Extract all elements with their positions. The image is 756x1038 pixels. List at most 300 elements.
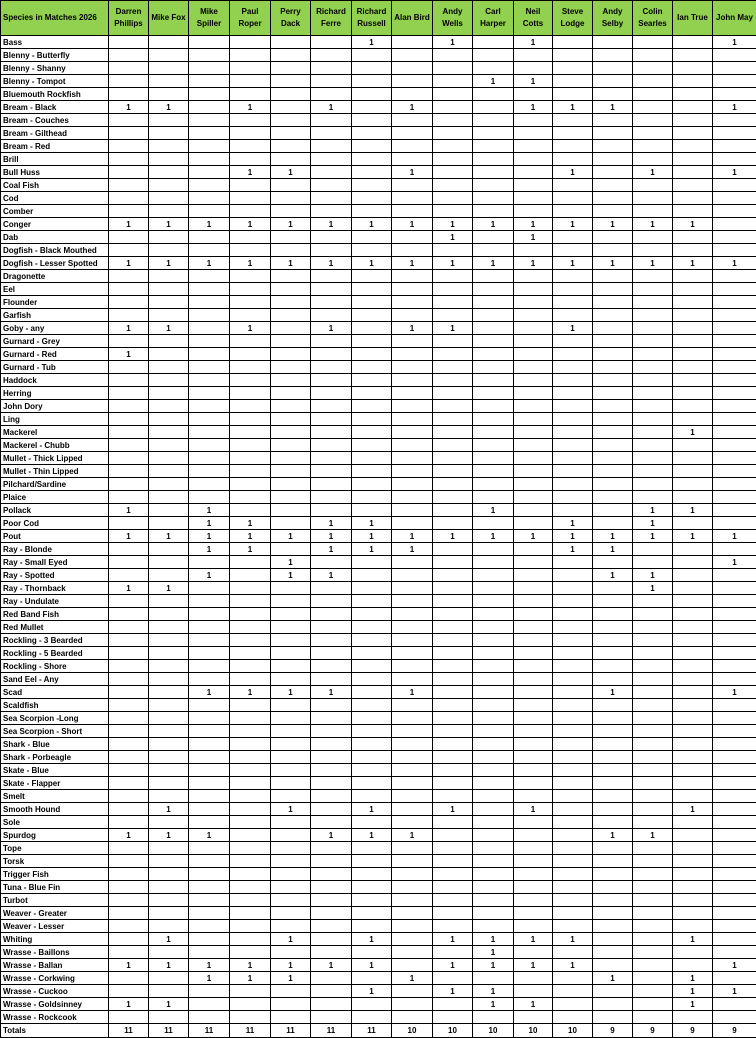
species-name: Blenny - Butterfly [1, 49, 109, 62]
catch-mark: 1 [149, 803, 189, 816]
empty-cell [109, 790, 149, 803]
empty-cell [189, 998, 230, 1011]
empty-cell [311, 179, 352, 192]
species-name: Wrasse - Ballan [1, 959, 109, 972]
empty-cell [633, 491, 673, 504]
empty-cell [352, 322, 392, 335]
species-name: Bream - Black [1, 101, 109, 114]
empty-cell [109, 244, 149, 257]
empty-cell [230, 36, 271, 49]
empty-cell [553, 855, 593, 868]
empty-cell [311, 426, 352, 439]
empty-cell [149, 673, 189, 686]
empty-cell [271, 491, 311, 504]
empty-cell [189, 478, 230, 491]
empty-cell [514, 842, 553, 855]
empty-cell [392, 816, 433, 829]
species-name: Plaice [1, 491, 109, 504]
catch-mark: 1 [271, 972, 311, 985]
empty-cell [593, 309, 633, 322]
empty-cell [553, 582, 593, 595]
empty-cell [553, 816, 593, 829]
empty-cell [352, 62, 392, 75]
empty-cell [109, 114, 149, 127]
empty-cell [514, 894, 553, 907]
angler-header: Richard Ferre [311, 1, 352, 36]
empty-cell [433, 920, 473, 933]
table-row [1, 504, 756, 517]
empty-cell [473, 556, 514, 569]
empty-cell [433, 790, 473, 803]
empty-cell [392, 634, 433, 647]
empty-cell [230, 985, 271, 998]
empty-cell [392, 205, 433, 218]
empty-cell [109, 972, 149, 985]
empty-cell [514, 647, 553, 660]
empty-cell [392, 868, 433, 881]
empty-cell [473, 881, 514, 894]
table-row [1, 153, 756, 166]
empty-cell [473, 283, 514, 296]
empty-cell [352, 1011, 392, 1024]
empty-cell [433, 244, 473, 257]
catch-mark: 1 [514, 803, 553, 816]
empty-cell [593, 478, 633, 491]
catch-mark: 1 [189, 972, 230, 985]
catch-mark: 1 [352, 543, 392, 556]
species-name: Coal Fish [1, 179, 109, 192]
catch-mark: 1 [352, 985, 392, 998]
empty-cell [271, 894, 311, 907]
empty-cell [311, 881, 352, 894]
empty-cell [593, 985, 633, 998]
empty-cell [673, 556, 713, 569]
empty-cell [473, 790, 514, 803]
empty-cell [230, 907, 271, 920]
species-name: Sand Eel - Any [1, 673, 109, 686]
empty-cell [109, 205, 149, 218]
empty-cell [230, 790, 271, 803]
catch-mark: 1 [271, 686, 311, 699]
empty-cell [514, 283, 553, 296]
empty-cell [149, 1011, 189, 1024]
catch-mark: 1 [593, 686, 633, 699]
empty-cell [352, 309, 392, 322]
empty-cell [189, 491, 230, 504]
empty-cell [392, 400, 433, 413]
species-name: Torsk [1, 855, 109, 868]
empty-cell [593, 582, 633, 595]
catch-mark: 1 [311, 530, 352, 543]
catch-mark: 1 [271, 803, 311, 816]
catch-mark: 1 [593, 543, 633, 556]
empty-cell [230, 374, 271, 387]
empty-cell [352, 608, 392, 621]
empty-cell [514, 244, 553, 257]
catch-mark: 1 [473, 933, 514, 946]
catch-mark: 1 [189, 257, 230, 270]
empty-cell [392, 140, 433, 153]
empty-cell [593, 946, 633, 959]
empty-cell [553, 127, 593, 140]
empty-cell [673, 855, 713, 868]
empty-cell [713, 244, 756, 257]
empty-cell [433, 335, 473, 348]
empty-cell [433, 270, 473, 283]
empty-cell [271, 699, 311, 712]
empty-cell [473, 192, 514, 205]
totals-label: Totals [1, 1024, 109, 1038]
empty-cell [713, 595, 756, 608]
empty-cell [311, 751, 352, 764]
empty-cell [149, 764, 189, 777]
empty-cell [352, 478, 392, 491]
species-name: Mullet - Thick Lipped [1, 452, 109, 465]
empty-cell [189, 894, 230, 907]
empty-cell [633, 699, 673, 712]
empty-cell [189, 322, 230, 335]
table-row [1, 465, 756, 478]
catch-mark: 1 [230, 257, 271, 270]
empty-cell [352, 153, 392, 166]
empty-cell [109, 634, 149, 647]
empty-cell [149, 504, 189, 517]
empty-cell [473, 439, 514, 452]
empty-cell [593, 127, 633, 140]
empty-cell [311, 673, 352, 686]
empty-cell [633, 101, 673, 114]
catch-mark: 1 [109, 998, 149, 1011]
empty-cell [514, 686, 553, 699]
empty-cell [189, 985, 230, 998]
empty-cell [352, 270, 392, 283]
empty-cell [593, 556, 633, 569]
empty-cell [514, 517, 553, 530]
empty-cell [109, 36, 149, 49]
empty-cell [352, 842, 392, 855]
table-row [1, 296, 756, 309]
empty-cell [433, 569, 473, 582]
empty-cell [189, 244, 230, 257]
empty-cell [311, 36, 352, 49]
empty-cell [392, 465, 433, 478]
empty-cell [473, 712, 514, 725]
empty-cell [352, 114, 392, 127]
empty-cell [633, 361, 673, 374]
empty-cell [271, 153, 311, 166]
empty-cell [473, 725, 514, 738]
empty-cell [271, 140, 311, 153]
table-row [1, 283, 756, 296]
table-row [1, 179, 756, 192]
empty-cell [514, 426, 553, 439]
empty-cell [633, 140, 673, 153]
empty-cell [392, 842, 433, 855]
table-row [1, 101, 756, 114]
empty-cell [271, 374, 311, 387]
empty-cell [514, 127, 553, 140]
empty-cell [271, 361, 311, 374]
catch-mark: 1 [189, 569, 230, 582]
empty-cell [392, 478, 433, 491]
empty-cell [633, 595, 673, 608]
empty-cell [109, 985, 149, 998]
empty-cell [433, 504, 473, 517]
empty-cell [713, 647, 756, 660]
empty-cell [473, 62, 514, 75]
empty-cell [713, 322, 756, 335]
empty-cell [311, 270, 352, 283]
empty-cell [230, 868, 271, 881]
empty-cell [271, 101, 311, 114]
empty-cell [673, 62, 713, 75]
table-row [1, 114, 756, 127]
empty-cell [149, 348, 189, 361]
catch-mark: 1 [673, 972, 713, 985]
empty-cell [553, 348, 593, 361]
empty-cell [149, 595, 189, 608]
empty-cell [311, 192, 352, 205]
species-name: Bass [1, 36, 109, 49]
catch-mark: 1 [149, 101, 189, 114]
empty-cell [109, 647, 149, 660]
empty-cell [673, 140, 713, 153]
empty-cell [392, 998, 433, 1011]
empty-cell [633, 49, 673, 62]
empty-cell [673, 686, 713, 699]
empty-cell [593, 920, 633, 933]
table-row [1, 413, 756, 426]
catch-mark: 1 [514, 530, 553, 543]
species-name: Ray - Undulate [1, 595, 109, 608]
empty-cell [311, 478, 352, 491]
catch-mark: 1 [352, 517, 392, 530]
empty-cell [633, 868, 673, 881]
empty-cell [713, 192, 756, 205]
empty-cell [473, 270, 514, 283]
empty-cell [673, 478, 713, 491]
table-header [1, 1, 756, 36]
empty-cell [149, 699, 189, 712]
empty-cell [553, 946, 593, 959]
catch-mark: 1 [514, 75, 553, 88]
empty-cell [633, 751, 673, 764]
empty-cell [514, 309, 553, 322]
empty-cell [311, 855, 352, 868]
empty-cell [514, 764, 553, 777]
empty-cell [713, 712, 756, 725]
empty-cell [149, 686, 189, 699]
empty-cell [633, 426, 673, 439]
empty-cell [713, 127, 756, 140]
table-row [1, 712, 756, 725]
table-row [1, 569, 756, 582]
empty-cell [673, 582, 713, 595]
empty-cell [713, 790, 756, 803]
catch-mark: 1 [673, 998, 713, 1011]
empty-cell [633, 712, 673, 725]
empty-cell [271, 829, 311, 842]
empty-cell [149, 777, 189, 790]
empty-cell [514, 400, 553, 413]
empty-cell [189, 88, 230, 101]
empty-cell [230, 803, 271, 816]
empty-cell [514, 920, 553, 933]
empty-cell [514, 751, 553, 764]
empty-cell [713, 348, 756, 361]
empty-cell [433, 894, 473, 907]
empty-cell [392, 36, 433, 49]
catch-mark: 1 [189, 543, 230, 556]
empty-cell [149, 790, 189, 803]
empty-cell [230, 725, 271, 738]
empty-cell [473, 894, 514, 907]
empty-cell [109, 335, 149, 348]
empty-cell [109, 608, 149, 621]
empty-cell [392, 855, 433, 868]
empty-cell [392, 439, 433, 452]
empty-cell [109, 803, 149, 816]
empty-cell [392, 985, 433, 998]
empty-cell [673, 127, 713, 140]
table-row [1, 621, 756, 634]
empty-cell [189, 647, 230, 660]
empty-cell [352, 439, 392, 452]
empty-cell [553, 140, 593, 153]
empty-cell [553, 88, 593, 101]
empty-cell [593, 842, 633, 855]
catch-mark: 1 [673, 933, 713, 946]
angler-header: Paul Roper [230, 1, 271, 36]
empty-cell [673, 1011, 713, 1024]
empty-cell [433, 673, 473, 686]
empty-cell [433, 205, 473, 218]
empty-cell [189, 75, 230, 88]
empty-cell [593, 790, 633, 803]
species-name: Tuna - Blue Fin [1, 881, 109, 894]
empty-cell [311, 556, 352, 569]
empty-cell [593, 634, 633, 647]
empty-cell [149, 556, 189, 569]
empty-cell [109, 751, 149, 764]
empty-cell [271, 985, 311, 998]
catch-mark: 1 [392, 829, 433, 842]
empty-cell [311, 894, 352, 907]
table-row [1, 920, 756, 933]
species-name: Red Mullet [1, 621, 109, 634]
empty-cell [673, 491, 713, 504]
empty-cell [633, 400, 673, 413]
empty-cell [593, 608, 633, 621]
empty-cell [392, 335, 433, 348]
empty-cell [230, 1011, 271, 1024]
empty-cell [433, 712, 473, 725]
empty-cell [514, 777, 553, 790]
empty-cell [392, 361, 433, 374]
empty-cell [514, 114, 553, 127]
empty-cell [514, 140, 553, 153]
empty-cell [109, 231, 149, 244]
empty-cell [271, 660, 311, 673]
catch-mark: 1 [271, 959, 311, 972]
catch-mark: 1 [673, 426, 713, 439]
empty-cell [109, 270, 149, 283]
empty-cell [673, 270, 713, 283]
empty-cell [149, 647, 189, 660]
empty-cell [230, 946, 271, 959]
species-name: Flounder [1, 296, 109, 309]
empty-cell [553, 725, 593, 738]
empty-cell [352, 816, 392, 829]
catch-mark: 1 [149, 582, 189, 595]
empty-cell [109, 816, 149, 829]
empty-cell [433, 517, 473, 530]
catch-mark: 1 [109, 504, 149, 517]
empty-cell [149, 712, 189, 725]
empty-cell [473, 36, 514, 49]
empty-cell [433, 660, 473, 673]
empty-cell [230, 582, 271, 595]
empty-cell [352, 647, 392, 660]
empty-cell [230, 465, 271, 478]
empty-cell [230, 998, 271, 1011]
total-value: 11 [271, 1024, 311, 1038]
total-value: 9 [593, 1024, 633, 1038]
empty-cell [633, 127, 673, 140]
empty-cell [109, 75, 149, 88]
empty-cell [311, 764, 352, 777]
empty-cell [433, 855, 473, 868]
species-name: Bluemouth Rockfish [1, 88, 109, 101]
empty-cell [189, 556, 230, 569]
empty-cell [553, 179, 593, 192]
empty-cell [189, 179, 230, 192]
empty-cell [189, 725, 230, 738]
catch-mark: 1 [553, 322, 593, 335]
empty-cell [433, 868, 473, 881]
table-row [1, 62, 756, 75]
empty-cell [149, 400, 189, 413]
empty-cell [514, 972, 553, 985]
species-name: Pilchard/Sardine [1, 478, 109, 491]
table-row [1, 933, 756, 946]
empty-cell [189, 816, 230, 829]
catch-mark: 1 [713, 556, 756, 569]
species-name: Dogfish - Black Mouthed [1, 244, 109, 257]
empty-cell [109, 1011, 149, 1024]
table-row [1, 88, 756, 101]
empty-cell [189, 868, 230, 881]
empty-cell [673, 387, 713, 400]
empty-cell [109, 725, 149, 738]
empty-cell [713, 946, 756, 959]
empty-cell [311, 452, 352, 465]
empty-cell [311, 647, 352, 660]
catch-mark: 1 [109, 959, 149, 972]
empty-cell [433, 816, 473, 829]
empty-cell [433, 881, 473, 894]
empty-cell [433, 413, 473, 426]
empty-cell [352, 582, 392, 595]
catch-mark: 1 [473, 959, 514, 972]
empty-cell [514, 452, 553, 465]
empty-cell [473, 842, 514, 855]
catch-mark: 1 [311, 829, 352, 842]
empty-cell [433, 621, 473, 634]
empty-cell [230, 699, 271, 712]
empty-cell [352, 894, 392, 907]
empty-cell [514, 88, 553, 101]
